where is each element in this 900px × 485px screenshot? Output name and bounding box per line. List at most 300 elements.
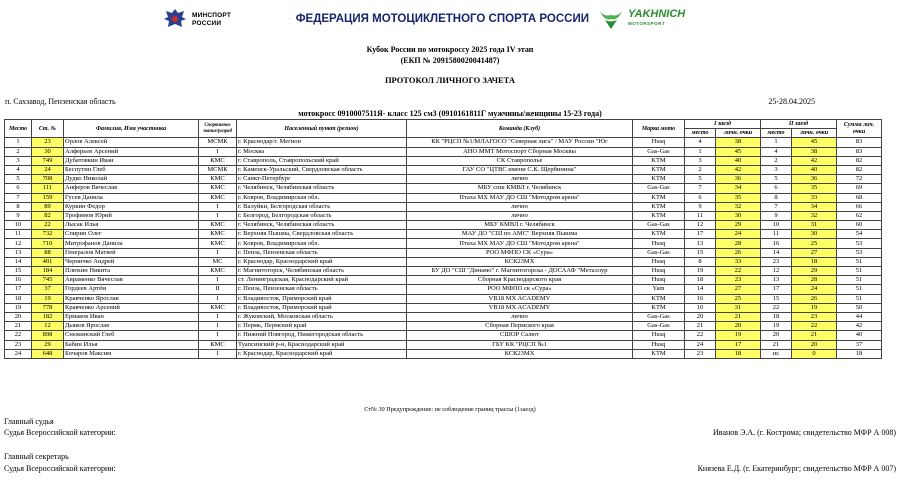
federation-logo xyxy=(289,4,589,34)
cell-place: 12 xyxy=(5,239,32,248)
table-row xyxy=(5,175,882,184)
cell-city: г. Краснодар/г. Мегион xyxy=(237,138,407,147)
cell-name: Дьяков Ярослав xyxy=(64,322,199,331)
cell-number: 89 xyxy=(32,202,64,211)
cell-city: г. Ковров, Владимирская обл. xyxy=(237,239,407,248)
table-row xyxy=(5,267,882,276)
cell-total: 69 xyxy=(837,184,882,193)
cell-rank: КМС xyxy=(199,175,237,184)
cell-race2-points: 26 xyxy=(792,294,837,303)
cell-race1-place: 24 xyxy=(685,340,716,349)
cell-race1-place: 20 xyxy=(685,312,716,321)
cell-race2-points: 0 xyxy=(792,349,837,358)
table-row xyxy=(5,340,882,349)
cell-race2-place: 21 xyxy=(761,340,792,349)
cell-number: 401 xyxy=(32,257,64,266)
cell-place: 17 xyxy=(5,285,32,294)
cell-race1-points: 20 xyxy=(716,322,761,331)
cell-race1-points: 28 xyxy=(716,239,761,248)
cell-city: г. Пермь, Пермский край xyxy=(237,322,407,331)
cell-name: Снежинский Глеб xyxy=(64,331,199,340)
cell-race1-points: 36 xyxy=(716,175,761,184)
cell-number: 708 xyxy=(32,175,64,184)
cell-total: 83 xyxy=(837,138,882,147)
cell-total: 72 xyxy=(837,175,882,184)
cell-race1-points: 33 xyxy=(716,257,761,266)
cell-team: СК Ставрополье xyxy=(407,156,633,165)
sponsor-logo xyxy=(598,5,708,33)
cell-race1-place: 8 xyxy=(685,257,716,266)
cell-team: СШОР Салют xyxy=(407,331,633,340)
cell-moto: KTM xyxy=(633,303,685,312)
ekp-number: (ЕКП № 2091580020041487) xyxy=(400,56,500,65)
table-row xyxy=(5,276,882,285)
cell-race1-points: 31 xyxy=(716,303,761,312)
secretary-category: Судья Всероссийской категории: xyxy=(4,464,116,473)
cell-race1-points: 35 xyxy=(716,193,761,202)
cell-race1-points: 21 xyxy=(716,312,761,321)
table-row xyxy=(5,165,882,174)
cell-place: 4 xyxy=(5,165,32,174)
cell-name: Ермаков Иван xyxy=(64,312,199,321)
cell-place: 2 xyxy=(5,147,32,156)
cell-race1-points: 24 xyxy=(716,230,761,239)
cell-total: 54 xyxy=(837,230,882,239)
cell-race1-place: 15 xyxy=(685,248,716,257)
cell-race2-place: 13 xyxy=(761,276,792,285)
cell-name: Кравченко Арсений xyxy=(64,303,199,312)
cell-race1-points: 30 xyxy=(716,211,761,220)
cell-race1-place: 5 xyxy=(685,175,716,184)
cell-moto: Husq xyxy=(633,340,685,349)
class-line: мотокросс 0910007511Я- класс 125 см3 (0910161811Г мужчины/женщины 15-23 года) xyxy=(298,109,602,118)
cell-number: 29 xyxy=(32,340,64,349)
yak-horns-icon xyxy=(598,7,624,31)
cell-race2-place: 11 xyxy=(761,230,792,239)
col-number: Ст. № xyxy=(32,120,64,138)
cell-number: 23 xyxy=(32,138,64,147)
cell-race1-points: 26 xyxy=(716,248,761,257)
col-rank: Спортивное звание/разряд xyxy=(199,120,237,138)
cell-moto: Gas-Gas xyxy=(633,312,685,321)
header-logos xyxy=(0,0,900,38)
cell-team: РОО МФПО СК «Сура» xyxy=(407,248,633,257)
cell-team: МБУ спш КМВЛ г. Челябинск xyxy=(407,184,633,193)
cell-race2-points: 34 xyxy=(792,202,837,211)
sponsor-text: YAKHNICH MOTORSPORT xyxy=(628,8,686,26)
cell-number: 710 xyxy=(32,239,64,248)
cell-race2-points: 33 xyxy=(792,193,837,202)
cell-rank: I xyxy=(199,202,237,211)
cell-moto: Husq xyxy=(633,276,685,285)
cell-race1-points: 32 xyxy=(716,202,761,211)
cell-race1-place: 18 xyxy=(685,276,716,285)
cell-place: 14 xyxy=(5,257,32,266)
cell-race2-points: 20 xyxy=(792,340,837,349)
cell-total: 62 xyxy=(837,211,882,220)
cell-race1-points: 18 xyxy=(716,349,761,358)
table-row xyxy=(5,349,882,358)
cell-moto: KTM xyxy=(633,294,685,303)
cell-moto: Gas-Gas xyxy=(633,322,685,331)
cell-moto: Gas-Gas xyxy=(633,221,685,230)
cell-place: 8 xyxy=(5,202,32,211)
cell-city: г. Владивосток, Приморский край xyxy=(237,303,407,312)
cell-rank: КМС xyxy=(199,221,237,230)
cell-race1-place: 4 xyxy=(685,138,716,147)
cell-rank: I xyxy=(199,312,237,321)
cell-race2-place: 14 xyxy=(761,248,792,257)
cell-race1-place: 16 xyxy=(685,294,716,303)
cell-race1-place: 12 xyxy=(685,221,716,230)
cell-city: г. Краснодар, Краснодарский край xyxy=(237,257,407,266)
protocol-title: ПРОТОКОЛ ЛИЧНОГО ЗАЧЕТА xyxy=(384,75,516,85)
cell-rank: КМС xyxy=(199,267,237,276)
cell-race1-place: 11 xyxy=(685,211,716,220)
cell-team: ГАУ СО "ЦТВС имени С.К. Щербинина" xyxy=(407,165,633,174)
cell-moto: KTM xyxy=(633,193,685,202)
cell-city: г. Пенза, Пензенская область xyxy=(237,285,407,294)
cell-race2-place: 4 xyxy=(761,147,792,156)
event-place: п. Сахзавод, Пензенская область xyxy=(5,97,116,106)
cell-number: 182 xyxy=(32,312,64,321)
cell-place: 6 xyxy=(5,184,32,193)
cell-race2-place: нс xyxy=(761,349,792,358)
cell-race2-points: 42 xyxy=(792,156,837,165)
cell-race1-points: 19 xyxy=(716,331,761,340)
cell-team: Сборная Краснодарского края xyxy=(407,276,633,285)
cell-number: 82 xyxy=(32,211,64,220)
cell-race1-place: 22 xyxy=(685,331,716,340)
cell-moto: Gas-Gas xyxy=(633,248,685,257)
cell-name: Гусев Данила xyxy=(64,193,199,202)
cell-race2-points: 29 xyxy=(792,267,837,276)
cell-rank: МСМК xyxy=(199,165,237,174)
cell-team: КСК23МХ xyxy=(407,257,633,266)
cell-race2-place: 2 xyxy=(761,156,792,165)
cell-number: 19 xyxy=(32,294,64,303)
results-table xyxy=(4,119,882,359)
cell-rank: КМС xyxy=(199,156,237,165)
cell-city: г. Челябинск, Челябинская область xyxy=(237,221,407,230)
cell-race2-points: 28 xyxy=(792,276,837,285)
col-name: Фамилия, Имя участника xyxy=(64,120,199,138)
event-title: Кубок России по мотокроссу 2025 года IV этап xyxy=(366,45,534,54)
secretary-title: Главный секретарь xyxy=(4,452,69,461)
cell-race2-points: 32 xyxy=(792,211,837,220)
cell-total: 60 xyxy=(837,221,882,230)
cell-race2-place: 12 xyxy=(761,267,792,276)
cell-place: 23 xyxy=(5,340,32,349)
col-total: Сумма лич. очки xyxy=(837,120,882,138)
cell-race2-points: 45 xyxy=(792,138,837,147)
cell-total: 53 xyxy=(837,239,882,248)
cell-number: 184 xyxy=(32,267,64,276)
cell-moto: Yam xyxy=(633,285,685,294)
eagle-emblem-icon xyxy=(163,7,187,33)
cell-race1-place: 21 xyxy=(685,322,716,331)
cell-race1-points: 42 xyxy=(716,165,761,174)
cell-number: 778 xyxy=(32,303,64,312)
judge-title: Главный судья xyxy=(4,417,54,426)
cell-team: Птаха МХ МАУ ДО СШ "Мотодром арена" xyxy=(407,193,633,202)
cell-race2-points: 27 xyxy=(792,248,837,257)
cell-race2-place: 5 xyxy=(761,175,792,184)
cell-name: Дубатовкин Иван xyxy=(64,156,199,165)
cell-city: ст. Ленинградская, Краснодарский край xyxy=(237,276,407,285)
table-row xyxy=(5,202,882,211)
cell-race1-place: 6 xyxy=(685,193,716,202)
cell-number: 749 xyxy=(32,156,64,165)
cell-race1-points: 25 xyxy=(716,294,761,303)
cell-team: лично xyxy=(407,211,633,220)
cell-moto: KTM xyxy=(633,202,685,211)
cell-race2-place: 19 xyxy=(761,322,792,331)
cell-rank: I xyxy=(199,294,237,303)
cell-name: Гордеев Артём xyxy=(64,285,199,294)
federation-name: ФЕДЕРАЦИЯ МОТОЦИКЛЕТНОГО СПОРТА РОССИИ xyxy=(295,13,589,25)
cell-race1-place: 19 xyxy=(685,267,716,276)
cell-race2-place: 9 xyxy=(761,211,792,220)
cell-moto: Husq xyxy=(633,138,685,147)
cell-rank: КМС xyxy=(199,340,237,349)
cell-city: г. Ковров, Владимирская обл. xyxy=(237,193,407,202)
cell-moto: KTM xyxy=(633,211,685,220)
cell-team: АНО ММТ Мотоспорт Сборная Москвы xyxy=(407,147,633,156)
cell-city: г. Пенза, Пензенская область xyxy=(237,248,407,257)
cell-place: 3 xyxy=(5,156,32,165)
results-body xyxy=(5,138,882,359)
cell-race2-place: 3 xyxy=(761,165,792,174)
cell-race1-place: 14 xyxy=(685,285,716,294)
cell-name: Трофимов Юрий xyxy=(64,211,199,220)
cell-rank: МС xyxy=(199,257,237,266)
event-date: 25-28.04.2025 xyxy=(768,97,815,106)
cell-place: 9 xyxy=(5,211,32,220)
cell-total: 42 xyxy=(837,322,882,331)
cell-name: Орлов Алексей xyxy=(64,138,199,147)
cell-city: г. Белгород, Белгородская область xyxy=(237,211,407,220)
cell-team: МБУ КМВЛ г. Челябинск xyxy=(407,221,633,230)
cell-number: 30 xyxy=(32,147,64,156)
cell-team: ГБУ КК "РЦСП №1 xyxy=(407,340,633,349)
cell-moto: KTM xyxy=(633,230,685,239)
cell-city: г. Валуйки, Белгородская область xyxy=(237,202,407,211)
cell-place: 21 xyxy=(5,322,32,331)
cell-race1-points: 27 xyxy=(716,285,761,294)
cell-race1-points: 34 xyxy=(716,184,761,193)
cell-city: Туапсинский р-н, Краснодарский край xyxy=(237,340,407,349)
judge-name: Иванов Э.А. (г. Кострома; свидетельство МФР А 008) xyxy=(713,428,896,437)
cell-race2-points: 35 xyxy=(792,184,837,193)
cell-race2-points: 40 xyxy=(792,165,837,174)
cell-race1-points: 23 xyxy=(716,276,761,285)
cell-race1-place: 9 xyxy=(685,202,716,211)
cell-team: VB18 MX ACADEMY xyxy=(407,294,633,303)
table-row xyxy=(5,230,882,239)
table-row xyxy=(5,211,882,220)
cell-rank: II xyxy=(199,285,237,294)
cell-total: 50 xyxy=(837,303,882,312)
col-race2: II заезд xyxy=(761,120,837,129)
cell-rank: КМС xyxy=(199,184,237,193)
cell-moto: Husq xyxy=(633,257,685,266)
cell-race1-place: 2 xyxy=(685,165,716,174)
cell-team: БУ ДО "СШ "Динамо" г. Магнитогорска - ДОСААФ "Металлур xyxy=(407,267,633,276)
cell-race1-place: 10 xyxy=(685,303,716,312)
cell-team: РОО МФПО ск «Сура» xyxy=(407,285,633,294)
cell-race2-place: 17 xyxy=(761,285,792,294)
cell-rank: КМС xyxy=(199,193,237,202)
cell-name: Кравченко Ярослав xyxy=(64,294,199,303)
cell-rank: КМС xyxy=(199,303,237,312)
table-row xyxy=(5,303,882,312)
cell-race1-place: 3 xyxy=(685,156,716,165)
cell-moto: KTM xyxy=(633,156,685,165)
cell-city: г. Челябинск, Челябинская область xyxy=(237,184,407,193)
cell-number: 24 xyxy=(32,165,64,174)
cell-number: 37 xyxy=(32,285,64,294)
table-row xyxy=(5,147,882,156)
cell-team: КСК23МХ xyxy=(407,349,633,358)
cell-rank: I xyxy=(199,147,237,156)
cell-race2-points: 23 xyxy=(792,312,837,321)
cell-race2-points: 21 xyxy=(792,331,837,340)
federation-emblem-icon xyxy=(289,6,290,32)
cell-place: 5 xyxy=(5,175,32,184)
cell-total: 37 xyxy=(837,340,882,349)
cell-place: 20 xyxy=(5,312,32,321)
cell-race2-place: 20 xyxy=(761,331,792,340)
cell-team: КК "РЦСП №1/МЛАГОСО "Северная лига" / МАУ России "Юг xyxy=(407,138,633,147)
cell-race2-points: 30 xyxy=(792,230,837,239)
cell-team: лично xyxy=(407,312,633,321)
cell-total: 51 xyxy=(837,294,882,303)
cell-race2-points: 25 xyxy=(792,239,837,248)
cell-city: г. Москва xyxy=(237,147,407,156)
cell-total: 44 xyxy=(837,312,882,321)
judge-category: Судья Всероссийской категории: xyxy=(4,428,116,437)
cell-name: Бочаров Максим xyxy=(64,349,199,358)
cell-race2-place: 6 xyxy=(761,184,792,193)
col-race2-points: личн. очки xyxy=(792,129,837,138)
cell-city: г. Каменск-Уральский, Свердловская область xyxy=(237,165,407,174)
cell-name: Лысак Илья xyxy=(64,221,199,230)
cell-rank: I xyxy=(199,211,237,220)
cell-city: г. Магнитогорск, Челябинская область xyxy=(237,267,407,276)
table-row xyxy=(5,221,882,230)
cell-name: Бабин Илья xyxy=(64,340,199,349)
cell-team: Сборная Пермского края xyxy=(407,322,633,331)
cell-total: 66 xyxy=(837,202,882,211)
cell-rank: I xyxy=(199,322,237,331)
cell-total: 18 xyxy=(837,349,882,358)
cell-place: 24 xyxy=(5,349,32,358)
col-race1-points: личн. очки xyxy=(716,129,761,138)
cell-number: 111 xyxy=(32,184,64,193)
table-row xyxy=(5,331,882,340)
cell-number: 648 xyxy=(32,349,64,358)
cell-moto: Gas-Gas xyxy=(633,147,685,156)
cell-moto: Husq xyxy=(633,267,685,276)
cell-number: 12 xyxy=(32,322,64,331)
cell-number: 732 xyxy=(32,230,64,239)
cell-total: 51 xyxy=(837,257,882,266)
cell-race1-place: 1 xyxy=(685,147,716,156)
cell-race1-place: 13 xyxy=(685,239,716,248)
cell-total: 40 xyxy=(837,331,882,340)
table-row xyxy=(5,138,882,147)
cell-race1-place: 17 xyxy=(685,230,716,239)
col-team: Команда (Клуб) xyxy=(407,120,633,138)
col-race2-place: место xyxy=(761,129,792,138)
cell-city: г. Владивосток, Приморский край xyxy=(237,294,407,303)
cell-team: лично xyxy=(407,175,633,184)
cell-race2-place: 22 xyxy=(761,303,792,312)
cell-race2-points: 36 xyxy=(792,175,837,184)
cell-race1-points: 29 xyxy=(716,221,761,230)
cell-race1-points: 17 xyxy=(716,340,761,349)
cell-rank: МСМК xyxy=(199,138,237,147)
cell-race2-points: 18 xyxy=(792,257,837,266)
cell-race2-place: 18 xyxy=(761,312,792,321)
cell-place: 16 xyxy=(5,276,32,285)
table-row xyxy=(5,322,882,331)
cell-place: 7 xyxy=(5,193,32,202)
cell-name: Авраменко Вячеслав xyxy=(64,276,199,285)
cell-total: 51 xyxy=(837,285,882,294)
cell-race1-place: 23 xyxy=(685,349,716,358)
col-city: Населенный пункт (регион) xyxy=(237,120,407,138)
cell-team: Птаха МХ МАУ ДО СШ "Мотодром арена" xyxy=(407,239,633,248)
cell-race2-points: 19 xyxy=(792,303,837,312)
cell-race2-points: 24 xyxy=(792,285,837,294)
cell-total: 68 xyxy=(837,193,882,202)
cell-team: лично xyxy=(407,202,633,211)
col-place: Место xyxy=(5,120,32,138)
cell-number: 745 xyxy=(32,276,64,285)
cell-place: 1 xyxy=(5,138,32,147)
cell-race2-place: 16 xyxy=(761,239,792,248)
cell-city: г. Жуковский, Московская область xyxy=(237,312,407,321)
table-row xyxy=(5,257,882,266)
cell-race1-points: 40 xyxy=(716,156,761,165)
cell-rank: КМС xyxy=(199,230,237,239)
cell-race1-points: 45 xyxy=(716,147,761,156)
cell-race2-place: 7 xyxy=(761,202,792,211)
cell-number: 898 xyxy=(32,331,64,340)
cell-moto: KTM xyxy=(633,349,685,358)
cell-total: 82 xyxy=(837,165,882,174)
cell-name: Анферов Вячеслав xyxy=(64,184,199,193)
table-row xyxy=(5,285,882,294)
cell-name: Черничко Андрей xyxy=(64,257,199,266)
cell-team: МАУ ДО "СШ по АМС" Верхняя Пышма xyxy=(407,230,633,239)
cell-name: Митрофанов Данила xyxy=(64,239,199,248)
secretary-name: Князева Е.Д. (г. Екатеринбург; свидетельство МФР А 007) xyxy=(697,464,896,473)
cell-race2-place: 23 xyxy=(761,257,792,266)
minsport-logo xyxy=(163,6,273,34)
cell-race2-place: 15 xyxy=(761,294,792,303)
table-row xyxy=(5,156,882,165)
cell-rank: I xyxy=(199,276,237,285)
cell-name: Плюхин Никита xyxy=(64,267,199,276)
cell-total: 51 xyxy=(837,276,882,285)
cell-moto: Husq xyxy=(633,239,685,248)
cell-moto: KTM xyxy=(633,165,685,174)
cell-total: 82 xyxy=(837,156,882,165)
cell-rank: I xyxy=(199,248,237,257)
